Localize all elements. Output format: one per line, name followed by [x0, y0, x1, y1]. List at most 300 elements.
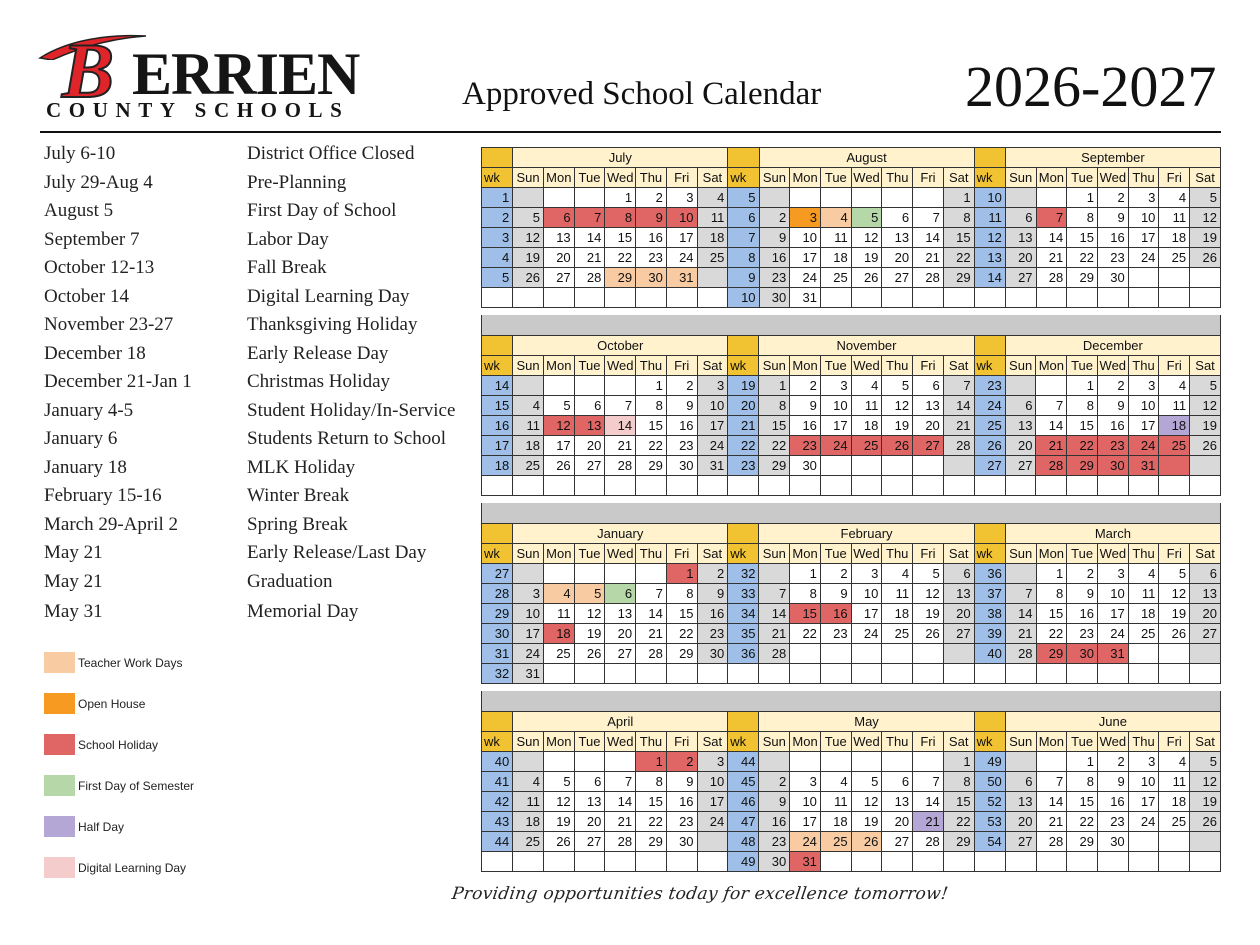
day-cell: 6	[605, 584, 636, 604]
day-cell: 30	[759, 852, 790, 872]
day-cell: 16	[790, 416, 821, 436]
day-cell: 9	[820, 584, 851, 604]
week-number: 50	[974, 772, 1005, 792]
empty-cell	[574, 852, 605, 872]
day-cell: 8	[943, 208, 974, 228]
day-cell: 6	[913, 376, 944, 396]
empty-cell	[1190, 288, 1221, 308]
day-cell: 26	[851, 268, 882, 288]
empty-cell	[851, 188, 882, 208]
day-cell: 24	[697, 436, 728, 456]
day-cell: 9	[790, 396, 821, 416]
legend-swatch	[44, 857, 75, 878]
event-name: Thanksgiving Holiday	[247, 314, 418, 335]
empty-cell	[543, 476, 574, 496]
empty-cell	[820, 476, 851, 496]
day-cell: 20	[1005, 812, 1036, 832]
empty-cell	[605, 476, 636, 496]
day-cell: 6	[882, 772, 913, 792]
day-name: Mon	[543, 168, 574, 188]
empty-cell	[605, 752, 636, 772]
day-cell: 18	[851, 416, 882, 436]
day-cell: 9	[1097, 208, 1128, 228]
day-cell: 11	[697, 208, 728, 228]
day-cell: 12	[1190, 208, 1221, 228]
month-name-november: November	[759, 336, 974, 356]
day-cell: 14	[759, 604, 790, 624]
empty-cell	[882, 852, 913, 872]
event-date: February 15-16	[44, 485, 162, 506]
day-cell: 14	[605, 416, 636, 436]
day-name: Thu	[1128, 168, 1159, 188]
week-row	[482, 416, 1221, 436]
day-cell: 20	[943, 604, 974, 624]
empty-cell	[513, 752, 544, 772]
day-name: Wed	[851, 168, 882, 188]
day-cell: 2	[666, 752, 697, 772]
empty-cell	[1036, 752, 1067, 772]
day-name: Tue	[820, 544, 851, 564]
day-cell: 15	[1036, 604, 1067, 624]
day-cell: 22	[605, 248, 636, 268]
day-cell: 10	[666, 208, 697, 228]
empty-cell	[882, 288, 913, 308]
empty-cell	[790, 476, 821, 496]
empty-cell	[820, 288, 851, 308]
day-cell: 29	[666, 644, 697, 664]
day-name: Sat	[943, 168, 974, 188]
day-cell: 28	[1036, 456, 1067, 476]
empty-cell	[1159, 644, 1190, 664]
day-cell: 15	[636, 792, 667, 812]
day-cell: 12	[1159, 584, 1190, 604]
month-corner	[974, 524, 1005, 544]
day-cell: 11	[1159, 208, 1190, 228]
day-name: Wed	[1097, 168, 1128, 188]
week-number	[974, 852, 1005, 872]
day-cell: 4	[543, 584, 574, 604]
quarter-separator	[481, 315, 1221, 335]
event-name: Pre-Planning	[247, 171, 347, 193]
week-row	[482, 456, 1221, 476]
day-cell: 8	[943, 772, 974, 792]
day-cell: 2	[820, 564, 851, 584]
month-name-april: April	[513, 712, 728, 732]
day-cell: 29	[1067, 268, 1098, 288]
week-number: 31	[482, 644, 513, 664]
day-cell: 20	[882, 812, 913, 832]
day-cell: 15	[943, 792, 974, 812]
calendar-quarter	[481, 711, 1221, 879]
day-cell: 8	[1036, 584, 1067, 604]
day-cell: 10	[697, 772, 728, 792]
week-number: 39	[974, 624, 1005, 644]
day-cell: 1	[943, 188, 974, 208]
day-cell: 21	[605, 812, 636, 832]
day-cell: 9	[666, 772, 697, 792]
day-cell: 27	[913, 436, 944, 456]
day-cell: 30	[790, 456, 821, 476]
berrien-logo	[38, 27, 383, 125]
day-cell: 21	[913, 812, 944, 832]
week-row	[482, 396, 1221, 416]
day-cell: 22	[1067, 248, 1098, 268]
legend-label: School Holiday	[78, 738, 159, 752]
day-name: Wed	[605, 356, 636, 376]
empty-cell	[605, 564, 636, 584]
month-name-june: June	[1005, 712, 1220, 732]
week-number: 34	[728, 604, 759, 624]
day-cell: 28	[1005, 644, 1036, 664]
month-name-december: December	[1005, 336, 1220, 356]
day-name: Sat	[697, 544, 728, 564]
empty-cell	[913, 852, 944, 872]
day-cell: 31	[1128, 456, 1159, 476]
day-cell: 12	[913, 584, 944, 604]
empty-cell	[1190, 268, 1221, 288]
day-cell: 21	[574, 248, 605, 268]
week-number: 26	[974, 436, 1005, 456]
day-cell: 25	[543, 644, 574, 664]
event-name: Student Holiday/In-Service	[247, 399, 456, 421]
day-cell: 8	[636, 396, 667, 416]
day-cell: 7	[943, 376, 974, 396]
empty-cell	[697, 832, 728, 852]
week-number	[728, 664, 759, 684]
week-number: 44	[728, 752, 759, 772]
empty-cell	[820, 188, 851, 208]
day-name: Fri	[913, 356, 944, 376]
day-cell: 24	[1128, 812, 1159, 832]
day-cell: 25	[697, 248, 728, 268]
day-cell: 5	[543, 396, 574, 416]
day-cell: 8	[1067, 396, 1098, 416]
day-cell: 24	[1128, 248, 1159, 268]
day-cell: 4	[697, 188, 728, 208]
empty-cell	[574, 376, 605, 396]
day-cell: 31	[697, 456, 728, 476]
day-name: Tue	[820, 168, 851, 188]
day-cell: 12	[1190, 396, 1221, 416]
day-cell: 21	[1036, 812, 1067, 832]
week-row	[482, 624, 1221, 644]
week-number: 20	[728, 396, 759, 416]
day-cell: 19	[851, 248, 882, 268]
day-cell: 26	[1190, 436, 1221, 456]
day-cell: 12	[574, 604, 605, 624]
day-cell: 23	[697, 624, 728, 644]
empty-cell	[1159, 476, 1190, 496]
event-name: Christmas Holiday	[247, 371, 391, 392]
empty-cell	[1159, 456, 1190, 476]
empty-cell	[636, 564, 667, 584]
day-cell: 11	[820, 228, 851, 248]
day-cell: 21	[913, 248, 944, 268]
week-row	[482, 852, 1221, 872]
day-cell: 3	[697, 376, 728, 396]
week-number: 29	[482, 604, 513, 624]
day-cell: 26	[913, 624, 944, 644]
week-row	[482, 248, 1221, 268]
day-cell: 2	[790, 376, 821, 396]
day-cell: 30	[666, 832, 697, 852]
week-number: 53	[974, 812, 1005, 832]
empty-cell	[851, 852, 882, 872]
day-cell: 27	[543, 268, 574, 288]
day-cell: 18	[513, 812, 544, 832]
day-cell: 16	[636, 228, 667, 248]
day-cell: 25	[882, 624, 913, 644]
event-name: Graduation	[247, 571, 333, 592]
day-cell: 27	[574, 832, 605, 852]
week-number: 54	[974, 832, 1005, 852]
day-cell: 3	[790, 208, 821, 228]
day-cell: 26	[513, 268, 544, 288]
day-cell: 9	[1097, 396, 1128, 416]
week-header: wk	[482, 356, 513, 376]
day-cell: 2	[636, 188, 667, 208]
day-cell: 19	[543, 812, 574, 832]
week-number: 23	[728, 456, 759, 476]
empty-cell	[543, 188, 574, 208]
day-cell: 9	[636, 208, 667, 228]
empty-cell	[513, 288, 544, 308]
day-cell: 24	[790, 832, 821, 852]
day-cell: 7	[605, 396, 636, 416]
day-cell: 8	[1067, 208, 1098, 228]
day-cell: 29	[943, 832, 974, 852]
empty-cell	[1005, 288, 1036, 308]
day-cell: 25	[1159, 436, 1190, 456]
month-name-january: January	[513, 524, 728, 544]
day-cell: 22	[666, 624, 697, 644]
day-cell: 19	[1190, 792, 1221, 812]
week-row	[482, 752, 1221, 772]
day-cell: 10	[1097, 584, 1128, 604]
week-header: wk	[974, 356, 1005, 376]
day-cell: 16	[759, 248, 790, 268]
week-number: 43	[482, 812, 513, 832]
event-name: District Office Closed	[247, 143, 415, 164]
day-cell: 6	[1005, 396, 1036, 416]
day-name: Thu	[1128, 544, 1159, 564]
week-number: 41	[482, 772, 513, 792]
day-cell: 17	[697, 792, 728, 812]
day-cell: 26	[574, 644, 605, 664]
day-name: Sun	[1005, 168, 1036, 188]
day-cell: 4	[513, 396, 544, 416]
week-number: 16	[482, 416, 513, 436]
day-cell: 3	[790, 772, 821, 792]
week-number: 36	[728, 644, 759, 664]
day-cell: 30	[697, 644, 728, 664]
day-cell: 20	[605, 624, 636, 644]
empty-cell	[666, 288, 697, 308]
day-cell: 10	[790, 228, 821, 248]
event-date: January 18	[44, 456, 127, 478]
day-name: Sat	[943, 356, 974, 376]
empty-cell	[543, 752, 574, 772]
event-name: Labor Day	[247, 228, 329, 250]
day-cell: 28	[605, 832, 636, 852]
week-row	[482, 604, 1221, 624]
day-cell: 17	[1128, 416, 1159, 436]
day-cell: 19	[513, 248, 544, 268]
empty-cell	[851, 644, 882, 664]
day-cell: 22	[759, 436, 790, 456]
day-cell: 22	[1067, 436, 1098, 456]
week-number: 27	[482, 564, 513, 584]
day-cell: 25	[513, 456, 544, 476]
day-cell: 12	[851, 792, 882, 812]
day-cell: 18	[1159, 416, 1190, 436]
day-cell: 30	[1097, 268, 1128, 288]
day-name: Fri	[913, 544, 944, 564]
day-cell: 23	[759, 832, 790, 852]
event-date: July 6-10	[44, 143, 116, 164]
day-cell: 16	[1097, 792, 1128, 812]
empty-cell	[882, 476, 913, 496]
week-number: 48	[728, 832, 759, 852]
day-cell: 22	[790, 624, 821, 644]
empty-cell	[1097, 852, 1128, 872]
empty-cell	[913, 752, 944, 772]
empty-cell	[882, 456, 913, 476]
legend-label: Open House	[78, 697, 146, 711]
day-cell: 20	[1005, 248, 1036, 268]
day-cell: 4	[1128, 564, 1159, 584]
event-date: December 21-Jan 1	[44, 371, 192, 392]
day-cell: 20	[1190, 604, 1221, 624]
day-cell: 22	[943, 812, 974, 832]
day-cell: 5	[851, 772, 882, 792]
day-cell: 28	[574, 268, 605, 288]
week-number: 44	[482, 832, 513, 852]
month-name-july: July	[513, 148, 728, 168]
day-cell: 9	[697, 584, 728, 604]
day-name: Wed	[851, 356, 882, 376]
day-cell: 14	[943, 396, 974, 416]
day-name: Fri	[1159, 732, 1190, 752]
week-header: wk	[974, 732, 1005, 752]
day-cell: 10	[1128, 772, 1159, 792]
empty-cell	[759, 664, 790, 684]
day-cell: 25	[1159, 812, 1190, 832]
event-name: Fall Break	[247, 257, 327, 278]
empty-cell	[1036, 188, 1067, 208]
day-cell: 5	[513, 208, 544, 228]
empty-cell	[943, 288, 974, 308]
empty-cell	[1067, 852, 1098, 872]
week-row	[482, 812, 1221, 832]
empty-cell	[1159, 268, 1190, 288]
day-cell: 29	[759, 456, 790, 476]
day-name: Wed	[1097, 544, 1128, 564]
event-date: May 21	[44, 571, 103, 592]
day-cell: 30	[666, 456, 697, 476]
day-cell: 7	[1036, 208, 1067, 228]
day-cell: 24	[790, 268, 821, 288]
day-cell: 15	[636, 416, 667, 436]
week-number: 12	[974, 228, 1005, 248]
day-cell: 9	[759, 792, 790, 812]
day-cell: 14	[913, 792, 944, 812]
day-cell: 27	[882, 832, 913, 852]
month-corner	[482, 336, 513, 356]
empty-cell	[1005, 376, 1036, 396]
day-cell: 12	[851, 228, 882, 248]
legend-swatch	[44, 652, 75, 673]
empty-cell	[882, 664, 913, 684]
day-name: Sun	[513, 168, 544, 188]
week-number: 9	[728, 268, 759, 288]
empty-cell	[759, 188, 790, 208]
month-name-september: September	[1005, 148, 1220, 168]
day-cell: 7	[574, 208, 605, 228]
day-cell: 11	[513, 792, 544, 812]
event-date: March 29-April 2	[44, 513, 179, 535]
day-cell: 12	[543, 416, 574, 436]
week-header: wk	[728, 356, 759, 376]
empty-cell	[605, 664, 636, 684]
empty-cell	[636, 664, 667, 684]
month-corner	[482, 524, 513, 544]
month-corner	[728, 524, 759, 544]
legend-label: First Day of Semester	[78, 779, 195, 793]
day-cell: 17	[697, 416, 728, 436]
week-number: 22	[728, 436, 759, 456]
day-cell: 15	[759, 416, 790, 436]
day-cell: 17	[1128, 792, 1159, 812]
day-cell: 19	[1159, 604, 1190, 624]
day-name: Tue	[1067, 544, 1098, 564]
day-name: Tue	[1067, 356, 1098, 376]
day-cell: 26	[543, 832, 574, 852]
day-cell: 12	[882, 396, 913, 416]
event-name: Spring Break	[247, 513, 348, 535]
day-name: Sun	[513, 356, 544, 376]
day-name: Mon	[543, 732, 574, 752]
event-date: September 7	[44, 228, 140, 250]
empty-cell	[882, 644, 913, 664]
day-name: Wed	[605, 168, 636, 188]
empty-cell	[790, 644, 821, 664]
week-number: 47	[728, 812, 759, 832]
empty-cell	[1190, 456, 1221, 476]
week-number: 1	[482, 188, 513, 208]
month-corner	[728, 712, 759, 732]
legend-swatch	[44, 775, 75, 796]
day-cell: 7	[1036, 772, 1067, 792]
day-cell: 2	[759, 772, 790, 792]
day-cell: 1	[1036, 564, 1067, 584]
day-cell: 11	[513, 416, 544, 436]
empty-cell	[513, 476, 544, 496]
week-number	[974, 664, 1005, 684]
day-cell: 10	[697, 396, 728, 416]
day-cell: 16	[1067, 604, 1098, 624]
day-cell: 14	[913, 228, 944, 248]
day-cell: 3	[1128, 188, 1159, 208]
day-cell: 16	[820, 604, 851, 624]
header-divider	[40, 131, 1221, 133]
day-cell: 17	[790, 812, 821, 832]
day-name: Mon	[790, 732, 821, 752]
day-cell: 30	[1067, 644, 1098, 664]
day-cell: 13	[882, 228, 913, 248]
day-cell: 31	[1097, 644, 1128, 664]
week-number: 23	[974, 376, 1005, 396]
